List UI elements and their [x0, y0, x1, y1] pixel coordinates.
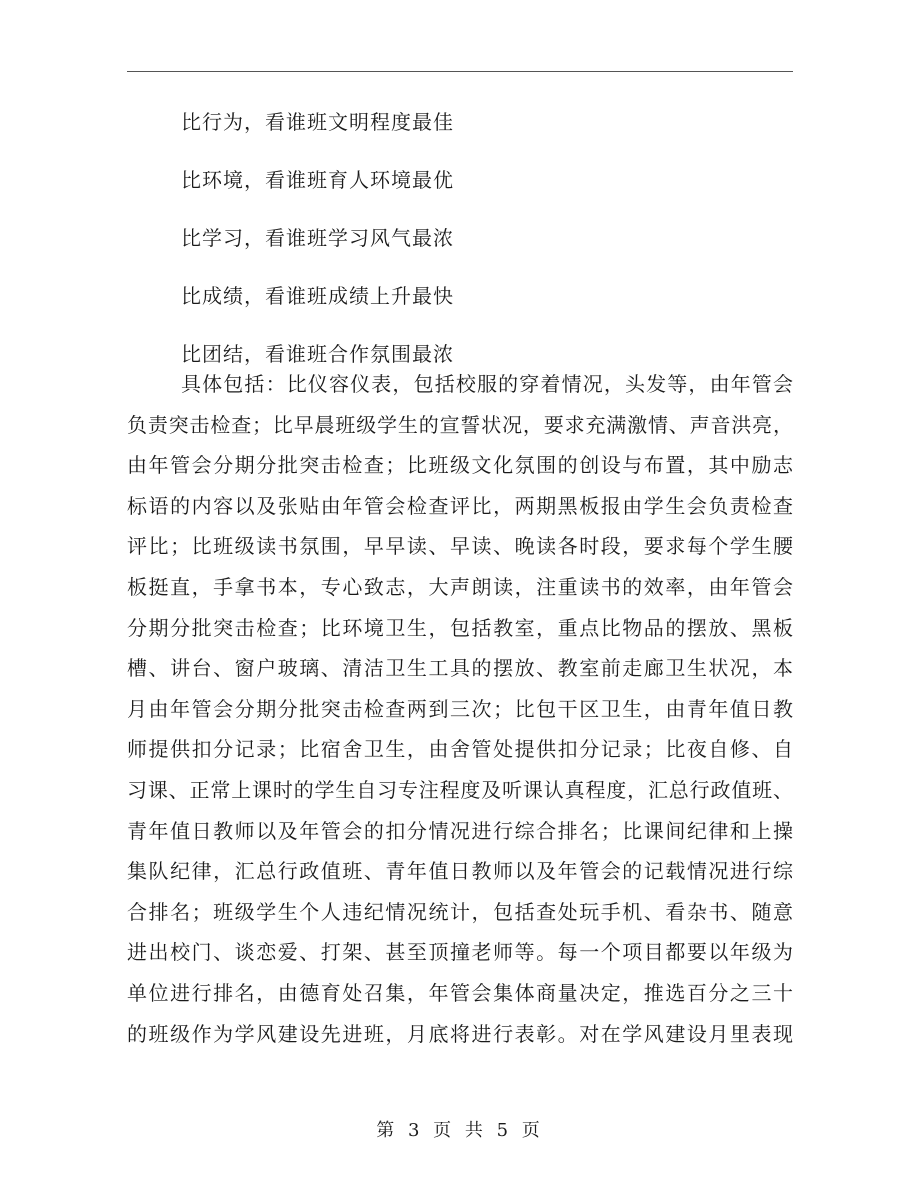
paragraph-line: 青年值日教师以及年管会的扣分情况进行综合排名；比课间纪律和上操 [127, 818, 793, 843]
paragraph-line: 由年管会分期分批突击检查；比班级文化氛围的创设与布置，其中励志 [127, 453, 793, 478]
paragraph-line: 单位进行排名，由德育处召集，年管会集体商量决定，推选百分之三十 [127, 980, 793, 1005]
paragraph-line: 的班级作为学风建设先进班，月底将进行表彰。对在学风建设月里表现 [127, 1021, 793, 1046]
slogan-list [181, 108, 454, 368]
paragraph-line: 师提供扣分记录；比宿舍卫生，由舍管处提供扣分记录；比夜自修、自 [127, 737, 793, 762]
paragraph-line: 板挺直，手拿书本，专心致志，大声朗读，注重读书的效率，由年管会 [127, 574, 793, 599]
paragraph-line: 具体包括：比仪容仪表，包括校服的穿着情况，头发等，由年管会 [181, 372, 793, 396]
body-paragraph [127, 364, 793, 1054]
paragraph-line: 习课、正常上课时的学生自习专注程度及听课认真程度，汇总行政值班、 [127, 777, 793, 802]
slogan-line: 比行为，看谁班文明程度最佳 [181, 110, 454, 134]
paragraph-line: 分期分批突击检查；比环境卫生，包括教室，重点比物品的摆放、黑板 [127, 615, 793, 640]
slogan-line: 比学习，看谁班学习风气最浓 [181, 226, 454, 250]
paragraph-line: 集队纪律，汇总行政值班、青年值日教师以及年管会的记载情况进行综 [127, 859, 793, 884]
paragraph-line: 评比；比班级读书氛围，早早读、早读、晚读各时段，要求每个学生腰 [127, 534, 793, 559]
paragraph-line: 月由年管会分期分批突击检查两到三次；比包干区卫生，由青年值日教 [127, 696, 793, 721]
paragraph-line: 进出校门、谈恋爱、打架、甚至顶撞老师等。每一个项目都要以年级为 [127, 940, 793, 965]
slogan-line: 比成绩，看谁班成绩上升最快 [181, 284, 454, 308]
paragraph-line: 负责突击检查；比早晨班级学生的宣誓状况，要求充满激情、声音洪亮， [127, 412, 793, 437]
paragraph-line: 合排名；班级学生个人违纪情况统计，包括查处玩手机、看杂书、随意 [127, 899, 793, 924]
paragraph-line: 槽、讲台、窗户玻璃、清洁卫生工具的摆放、教室前走廊卫生状况，本 [127, 656, 793, 681]
paragraph-line: 标语的内容以及张贴由年管会检查评比，两期黑板报由学生会负责检查 [127, 493, 793, 518]
slogan-line: 比团结，看谁班合作氛围最浓 [181, 342, 454, 366]
header-rule [127, 71, 793, 72]
slogan-line: 比环境，看谁班育人环境最优 [181, 168, 454, 192]
page-number: 第 3 页 共 5 页 [376, 1120, 544, 1141]
